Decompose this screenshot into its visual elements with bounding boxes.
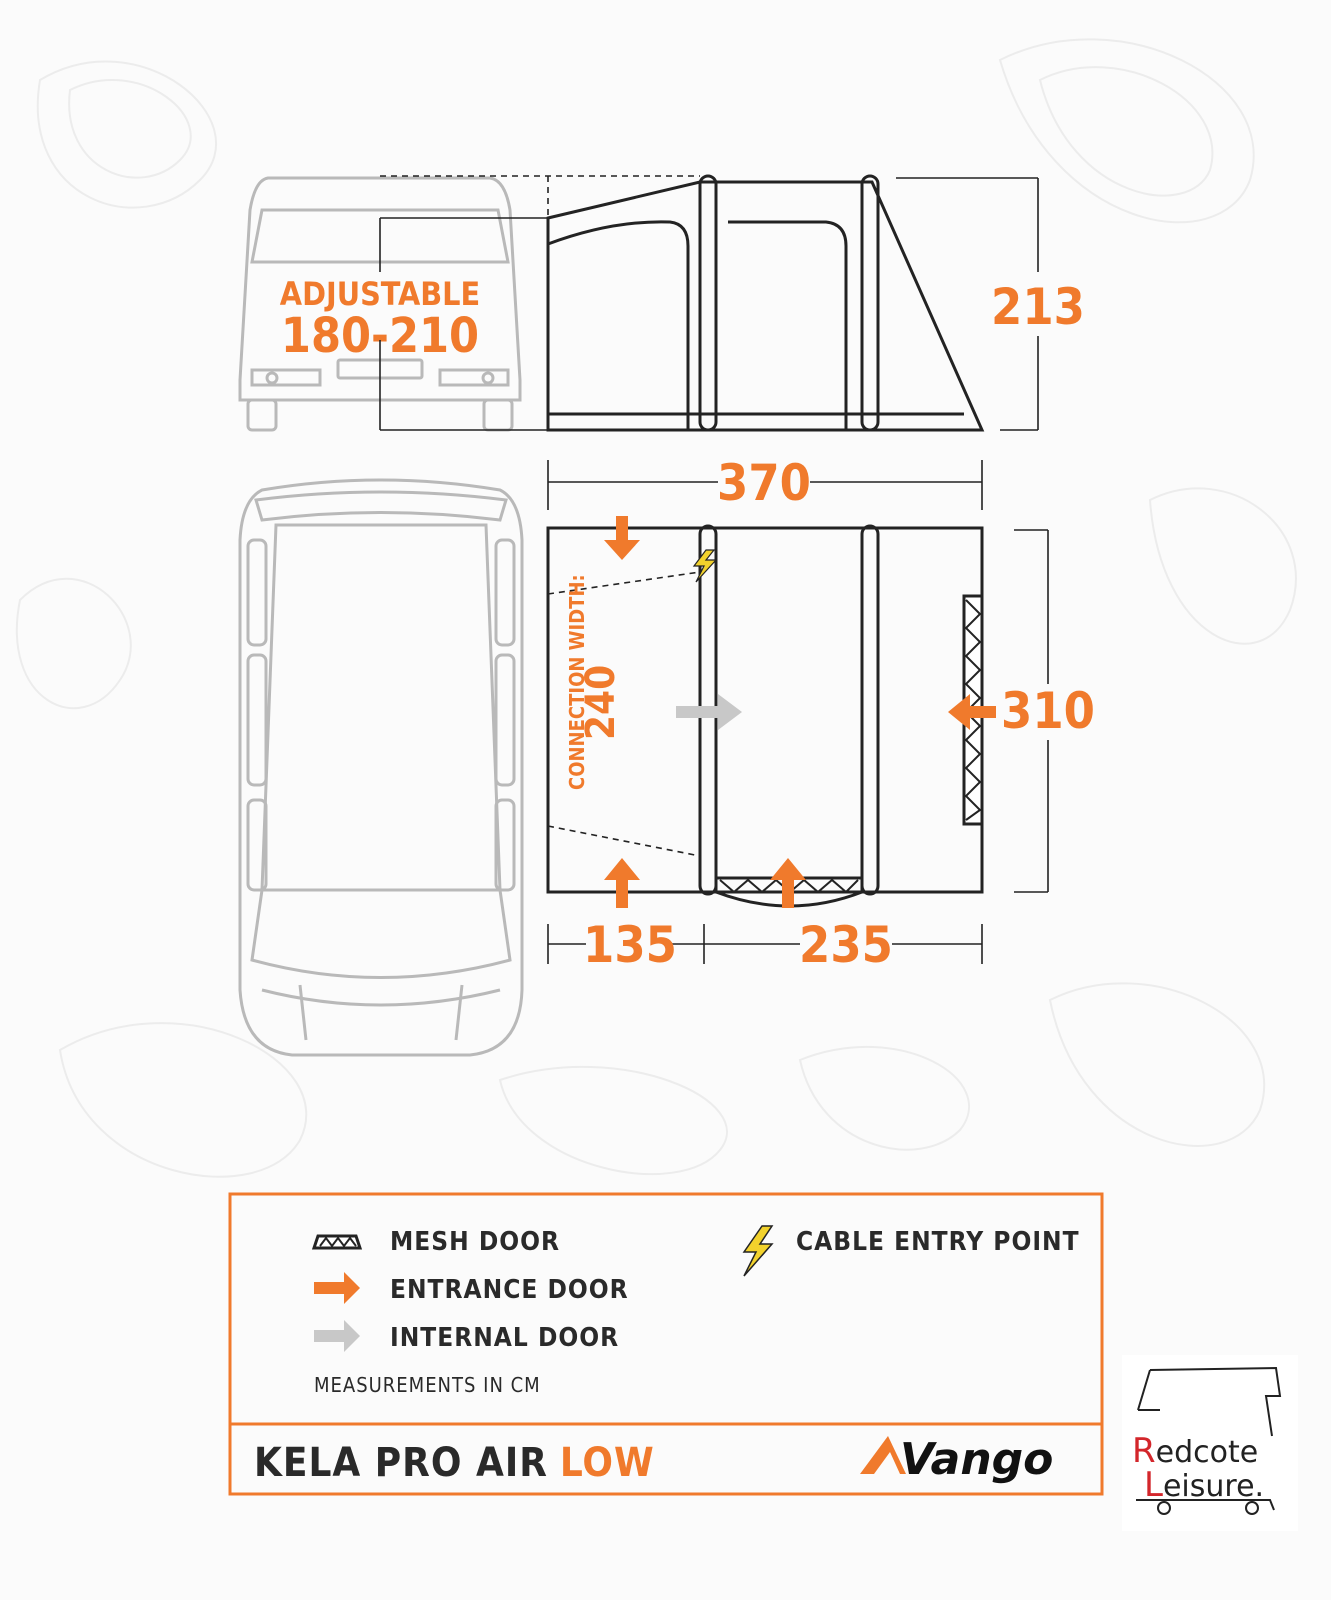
dealer-line2-text: eisure. xyxy=(1162,1469,1265,1504)
entrance-arrow-icon xyxy=(314,1272,360,1304)
dealer-line1-text: edcote xyxy=(1155,1435,1259,1470)
depth-value: 310 xyxy=(1001,682,1095,740)
rear-section-value: 235 xyxy=(799,916,893,974)
product-name: KELA PRO AIR LOW xyxy=(254,1440,655,1486)
van-top-view xyxy=(240,480,522,1055)
legend-internal-door: INTERNAL DOOR xyxy=(390,1323,620,1353)
awning-side-view xyxy=(548,176,982,430)
legend-mesh-door: MESH DOOR xyxy=(390,1227,561,1257)
redcote-leisure-logo xyxy=(1122,1355,1298,1531)
height-value: 213 xyxy=(991,278,1085,336)
adjustable-range: 180-210 xyxy=(280,308,480,364)
connection-width-label: CONNECTION WIDTH: xyxy=(565,574,589,790)
units-note: MEASUREMENTS IN CM xyxy=(314,1373,541,1397)
connection-width-group xyxy=(565,574,624,790)
brand-name: Vango xyxy=(900,1434,1054,1485)
mesh-door-icon xyxy=(314,1236,360,1248)
internal-arrow-plan-icon xyxy=(676,694,742,730)
dealer-initial-r: R xyxy=(1132,1431,1156,1471)
topo-background xyxy=(17,39,1296,1176)
entrance-arrow-bottom-icon xyxy=(604,858,640,908)
entrance-arrow-top-icon xyxy=(604,516,640,560)
dealer-line2 xyxy=(1144,1465,1264,1505)
length-value: 370 xyxy=(717,454,811,512)
adjustable-label: ADJUSTABLE xyxy=(279,275,481,313)
internal-arrow-icon xyxy=(314,1320,360,1352)
connection-width-value: 240 xyxy=(578,664,624,740)
front-section-value: 135 xyxy=(583,916,677,974)
lightning-bolt-icon xyxy=(744,1226,772,1276)
dealer-initial-l: L xyxy=(1144,1465,1163,1505)
entrance-arrows xyxy=(604,516,996,908)
vango-logo xyxy=(860,1434,1053,1485)
legend-cable-entry: CABLE ENTRY POINT xyxy=(796,1227,1080,1257)
cable-entry-marker-icon xyxy=(694,550,716,582)
legend-entrance-door: ENTRANCE DOOR xyxy=(390,1275,629,1305)
